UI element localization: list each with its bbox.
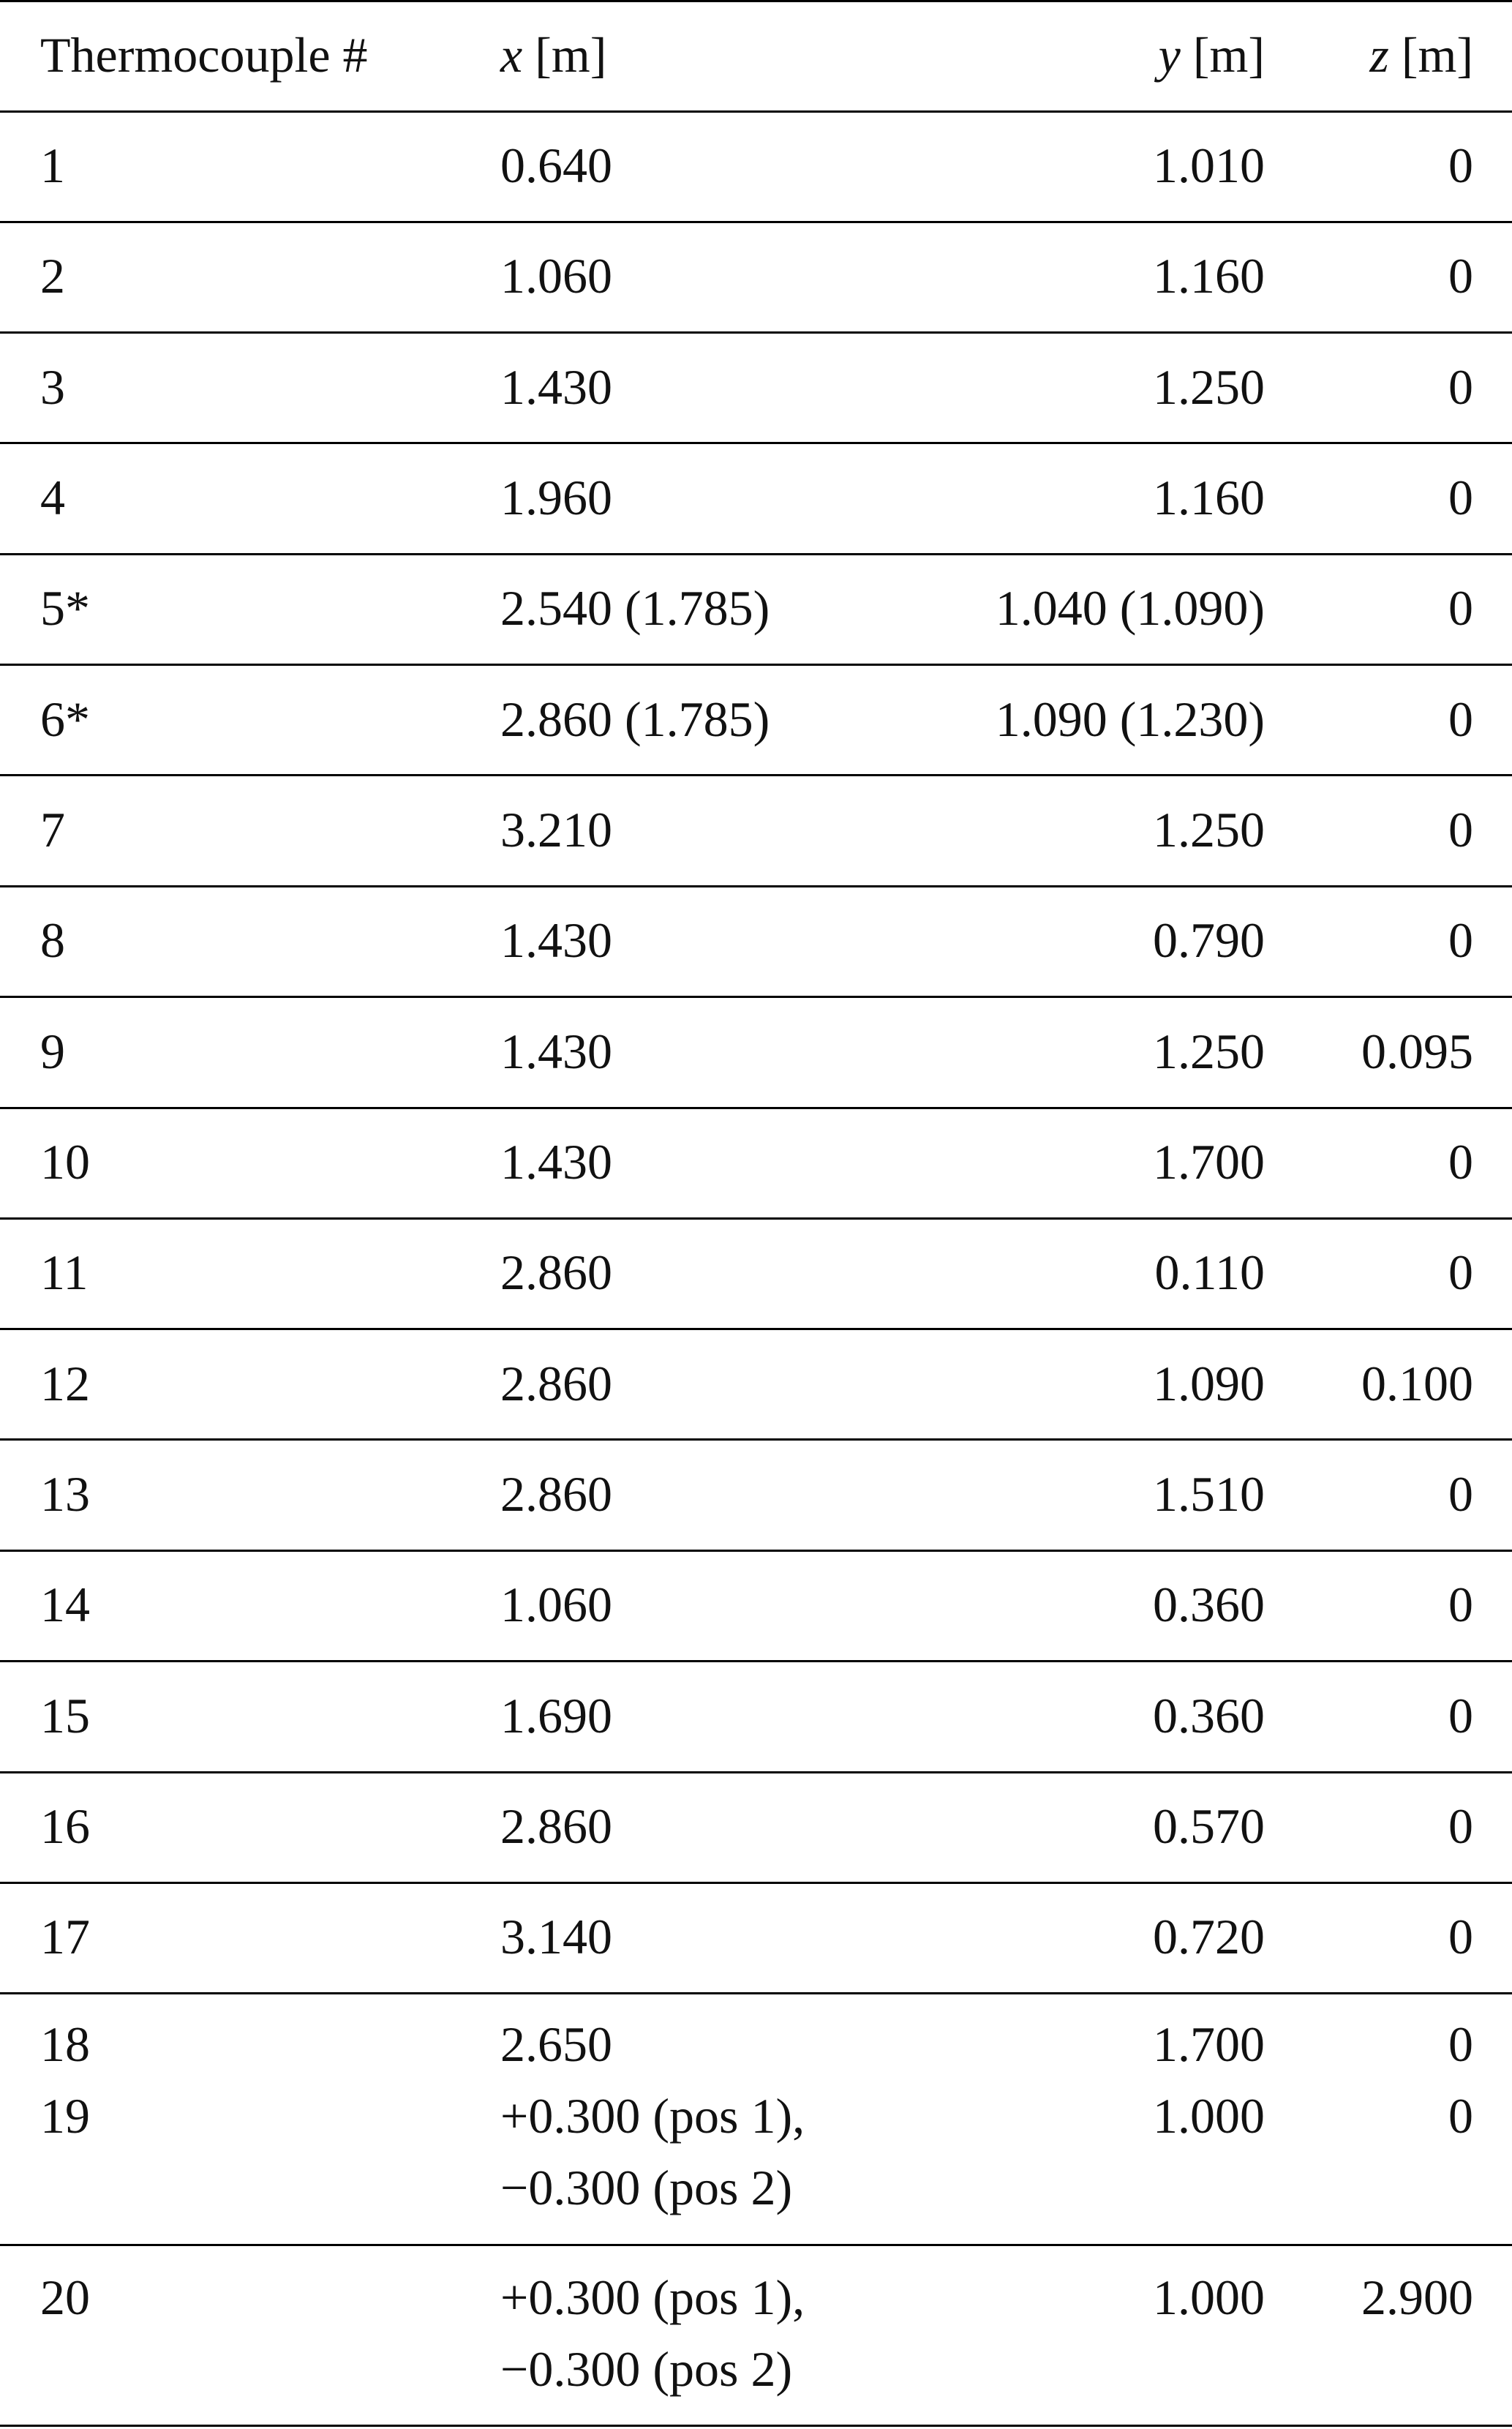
cell-x-line-2: −0.300 (pos 2): [500, 2341, 793, 2397]
cell-x: 3.210: [500, 802, 612, 857]
cell-id: 20: [40, 2270, 90, 2325]
row-rule: [0, 774, 1512, 776]
header-y: [1159, 19, 1265, 91]
header-z-unit: [m]: [1401, 27, 1473, 83]
cell-x: 2.860: [500, 1356, 612, 1411]
cell-id: 10: [40, 1134, 90, 1190]
cell-z: 0: [1448, 1688, 1473, 1743]
row-rule: [0, 1107, 1512, 1109]
cell-y: 1.250: [1153, 359, 1265, 415]
cell-z: 0: [1448, 1577, 1473, 1632]
cell-x: 2.860: [500, 1798, 612, 1854]
cell-x: [500, 2080, 805, 2223]
cell-id: 12: [40, 1356, 90, 1411]
row-rule: [0, 331, 1512, 334]
cell-y: 1.040 (1.090): [995, 580, 1265, 636]
row-rule: [0, 553, 1512, 555]
row-rule: [0, 2244, 1512, 2246]
cell-z: 0.095: [1361, 1024, 1473, 1079]
row-rule: [0, 1882, 1512, 1884]
cell-id: 5*: [40, 580, 90, 636]
cell-z: 2.900: [1361, 2270, 1473, 2325]
header-x-var: x: [500, 27, 523, 83]
row-rule: [0, 1550, 1512, 1552]
cell-z: 0: [1448, 1466, 1473, 1522]
row-rule: [0, 442, 1512, 444]
cell-z: 0: [1448, 802, 1473, 857]
cell-z: 0.100: [1361, 1356, 1473, 1411]
cell-id: 8: [40, 912, 65, 968]
cell-id: 1: [40, 138, 65, 193]
cell-x: 2.860 (1.785): [500, 691, 770, 747]
cell-y: 1.090: [1153, 1356, 1265, 1411]
cell-x-line-2: −0.300 (pos 2): [500, 2160, 793, 2215]
cell-y: 1.700: [1153, 1134, 1265, 1190]
cell-x: [500, 2261, 805, 2405]
cell-x: 1.430: [500, 359, 612, 415]
cell-x: 2.650: [500, 2016, 612, 2072]
cell-y: 0.570: [1153, 1798, 1265, 1854]
cell-x: 1.430: [500, 1024, 612, 1079]
cell-z: 0: [1448, 359, 1473, 415]
row-rule: [0, 1217, 1512, 1220]
cell-y: 1.000: [1153, 2270, 1265, 2325]
row-rule: [0, 1328, 1512, 1330]
row-rule: [0, 1992, 1512, 1994]
cell-y: 1.010: [1153, 138, 1265, 193]
cell-x: 0.640: [500, 138, 612, 193]
cell-z: 0: [1448, 138, 1473, 193]
cell-x: 1.960: [500, 470, 612, 525]
cell-y: 1.250: [1153, 802, 1265, 857]
cell-id: 13: [40, 1466, 90, 1522]
cell-z: 0: [1448, 470, 1473, 525]
cell-x: 1.430: [500, 1134, 612, 1190]
cell-id: 9: [40, 1024, 65, 1079]
cell-id: 7: [40, 802, 65, 857]
cell-id: 19: [40, 2088, 90, 2144]
header-x-unit: [m]: [535, 27, 607, 83]
cell-z: 0: [1448, 1134, 1473, 1190]
cell-x-line-1: +0.300 (pos 1),: [500, 2270, 805, 2325]
cell-id: 16: [40, 1798, 90, 1854]
cell-y: 0.110: [1154, 1244, 1265, 1300]
cell-id: 14: [40, 1577, 90, 1632]
cell-y: 1.510: [1153, 1466, 1265, 1522]
cell-x: 1.060: [500, 248, 612, 304]
cell-z: 0: [1448, 2088, 1473, 2144]
cell-y: 1.250: [1153, 1024, 1265, 1079]
cell-id: 17: [40, 1909, 90, 1964]
header-y-var: y: [1158, 27, 1181, 83]
cell-id: 18: [40, 2016, 90, 2072]
cell-id: 11: [40, 1244, 89, 1300]
cell-y: 0.360: [1153, 1688, 1265, 1743]
header-rule: [0, 110, 1512, 113]
cell-id: 6*: [40, 691, 90, 747]
cell-y: 0.790: [1153, 912, 1265, 968]
row-rule: [0, 221, 1512, 223]
cell-x: 1.690: [500, 1688, 612, 1743]
cell-y: 1.000: [1153, 2088, 1265, 2144]
cell-x: 1.060: [500, 1577, 612, 1632]
cell-z: 0: [1448, 580, 1473, 636]
cell-z: 0: [1448, 2016, 1473, 2072]
cell-z: 0: [1448, 1244, 1473, 1300]
cell-id: 3: [40, 359, 65, 415]
table-top-rule: [0, 0, 1512, 2]
cell-y: 1.090 (1.230): [995, 691, 1265, 747]
cell-y: 1.700: [1153, 2016, 1265, 2072]
cell-x: 2.860: [500, 1466, 612, 1522]
cell-id: 2: [40, 248, 65, 304]
row-rule: [0, 1438, 1512, 1441]
cell-z: 0: [1448, 1909, 1473, 1964]
table-bottom-rule: [0, 2425, 1512, 2427]
header-y-unit: [m]: [1192, 27, 1265, 83]
cell-z: 0: [1448, 912, 1473, 968]
header-thermocouple: Thermocouple #: [40, 27, 368, 83]
cell-z: 0: [1448, 1798, 1473, 1854]
cell-z: 0: [1448, 691, 1473, 747]
header-z-var: z: [1369, 27, 1389, 83]
row-rule: [0, 1771, 1512, 1773]
cell-x: 1.430: [500, 912, 612, 968]
row-rule: [0, 885, 1512, 887]
header-x: [500, 19, 606, 91]
cell-x-line-1: +0.300 (pos 1),: [500, 2088, 805, 2144]
row-rule: [0, 664, 1512, 666]
cell-y: 1.160: [1153, 470, 1265, 525]
header-z: [1369, 19, 1473, 91]
cell-id: 15: [40, 1688, 90, 1743]
cell-y: 0.720: [1153, 1909, 1265, 1964]
cell-id: 4: [40, 470, 65, 525]
row-rule: [0, 996, 1512, 998]
cell-x: 2.860: [500, 1244, 612, 1300]
cell-x: 3.140: [500, 1909, 612, 1964]
row-rule: [0, 1660, 1512, 1662]
cell-y: 0.360: [1153, 1577, 1265, 1632]
cell-y: 1.160: [1153, 248, 1265, 304]
cell-z: 0: [1448, 248, 1473, 304]
cell-x: 2.540 (1.785): [500, 580, 770, 636]
